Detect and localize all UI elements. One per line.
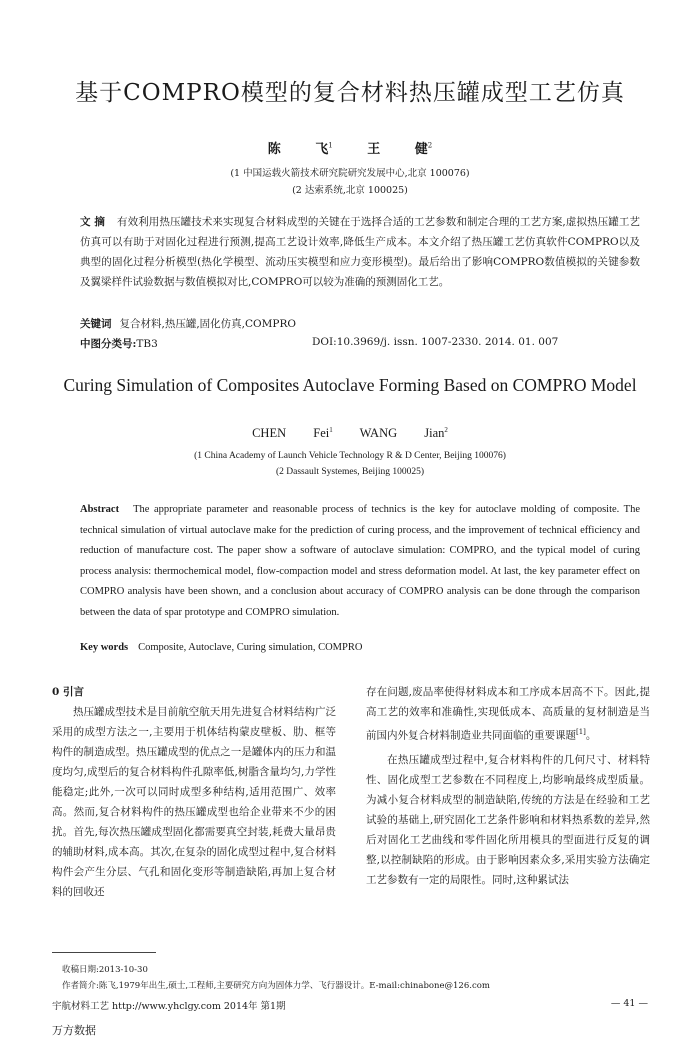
- en-affiliation-2: (2 Dassault Systemes, Beijing 100025): [275, 467, 425, 477]
- cn-clc: [80, 336, 158, 351]
- en-affiliation-1: (1 China Academy of Launch Vehicle Technology R & D Center, Beijing 100076): [194, 451, 506, 461]
- cn-author-1: 陈 飞$^1$: [267, 141, 333, 157]
- cn-abstract: [80, 212, 640, 292]
- en-keywords-label: Key words: [80, 642, 129, 653]
- en-keywords: [80, 642, 362, 653]
- journal-footer: 宇航材料工艺 http://www.yhclgy.com 2014年 第1期: [52, 1001, 286, 1012]
- cn-affiliation-2: (2 达索系统,北京 100025): [292, 185, 408, 196]
- cn-clc-label: 中图分类号:: [80, 338, 137, 350]
- en-title: Curing Simulation of Composites Autoclave Forming Based on COMPRO Model: [63, 375, 637, 395]
- en-authors: [0, 426, 700, 441]
- en-keywords-text: Composite, Autoclave, Curing simulation, COMPRO: [138, 642, 363, 653]
- en-author-1: CHEN Fei$^1$: [252, 426, 333, 441]
- cn-author-2: 王 健$^2$: [367, 141, 433, 157]
- cn-affiliation-1: (1 中国运载火箭技术研究院研究发展中心,北京 100076): [230, 168, 470, 179]
- right-column-paragraph-2: 在热压罐成型过程中,复合材料构件的几何尺寸、材料特性、固化成型工艺参数在不同程度上,均影响最终成型质量。为减小复合材料成型的制造缺陷,传统的方法是在经验和工艺试验的基础上,研究固化工艺条件影响和材料热系数的差异,然后对固化工艺曲线和零件固化所用模具的型面进行反复的调整,以控制缺陷的形成。由于影响因素众多,采用实验方法确定工艺参数有一定的局限性。同时,这种累试法: [366, 753, 650, 886]
- citation-ref: [1]: [576, 728, 586, 736]
- cn-authors: [0, 138, 700, 157]
- watermark: 万方数据: [52, 1024, 96, 1037]
- cn-abstract-label: 文 摘: [80, 216, 105, 228]
- left-column-text: 热压罐成型技术是目前航空航天用先进复合材料结构广泛采用的成型方法之一,主要用于机体结构蒙皮壁板、肋、框等构件的制造成型。热压罐成型的优点之一是罐体内的压力和温度均匀,成型后的复合材料构件孔隙率低,树脂含量均匀,力学性能稳定;此外,一次可以同时成型多种结构,适用范围广、效率高。然而,复合材料构件的热压罐成型也给企业带来不少的困扰。首先,每次热压罐成型固化都需要真空封装,耗费大量昂贵的辅助材料,成本高。其次,在复杂的固化成型过程中,复合材料构件会产生分层、气孔和固化变形等制造缺陷,再加上复合材料的回收还: [52, 706, 336, 898]
- cn-doi: DOI:10.3969/j. issn. 1007-2330. 2014. 01. 007: [312, 336, 559, 348]
- cn-title: 基于COMPRO模型的复合材料热压罐成型工艺仿真: [75, 80, 625, 106]
- en-abstract-label: Abstract: [80, 504, 120, 515]
- page-number: — 41 —: [610, 998, 648, 1009]
- cn-abstract-text: 有效利用热压罐技术来实现复合材料成型的关键在于选择合适的工艺参数和制定合理的工艺方案,虚拟热压罐工艺仿真可以有助于对固化过程进行预测,提高工艺设计效率,降低生产成本。本文介绍了热压罐工艺仿真软件COMPRO以及典型的固化过程分析模型(热化学模型、流动压实模型和应力变形模型)。最后给出了影响COMPRO数值模拟的关键参数及翼梁样件试验数据与数值模拟对比,COMPRO可以较为准确的预测固化工艺。: [80, 216, 641, 288]
- cn-keywords-text: 复合材料,热压罐,固化仿真,COMPRO: [119, 318, 296, 330]
- right-column-paragraph-1: 存在问题,废品率使得材料成本和工序成本居高不下。因此,提高工艺的效率和准确性,实现低成本、高质量的复材制造是当前国内外复合材料制造业共同面临的重要课题[1]。: [366, 686, 650, 742]
- en-abstract: [80, 500, 640, 623]
- en-abstract-text: The appropriate parameter and reasonable process of technics is the key for autoclave molding of composite. The technical simulation of virtual autoclave make for the prediction of curing process, and the improvement of technical efficiency and reduction of manufacture cost. The paper show a software of autoclave simulation: COMPRO, and the typical model of curing process analysis: thermochemical model, flow-compaction model and stress deformation model. At last, the key parameter effect on COMPRO analysis have been shown, and a conclusion about accuracy of COMPRO analysis can be done through the comparison between the data of spar prototype and COMPRO simulation.: [80, 504, 640, 618]
- section-heading: 0 引言: [52, 686, 84, 698]
- right-column: [366, 682, 650, 890]
- footnote-divider: [52, 952, 156, 953]
- footnote-author-intro: 作者简介:陈飞,1979年出生,硕士,工程师,主要研究方向为固体力学、飞行器设计。E-mail:chinabone@126.com: [62, 981, 490, 991]
- footnote-received: 收稿日期:2013-10-30: [62, 965, 148, 975]
- cn-clc-value: TB3: [136, 338, 158, 350]
- en-author-2: WANG Jian$^2$: [359, 426, 448, 441]
- left-column: [52, 682, 336, 902]
- cn-keywords: [80, 316, 296, 331]
- cn-keywords-label: 关键词: [80, 318, 112, 330]
